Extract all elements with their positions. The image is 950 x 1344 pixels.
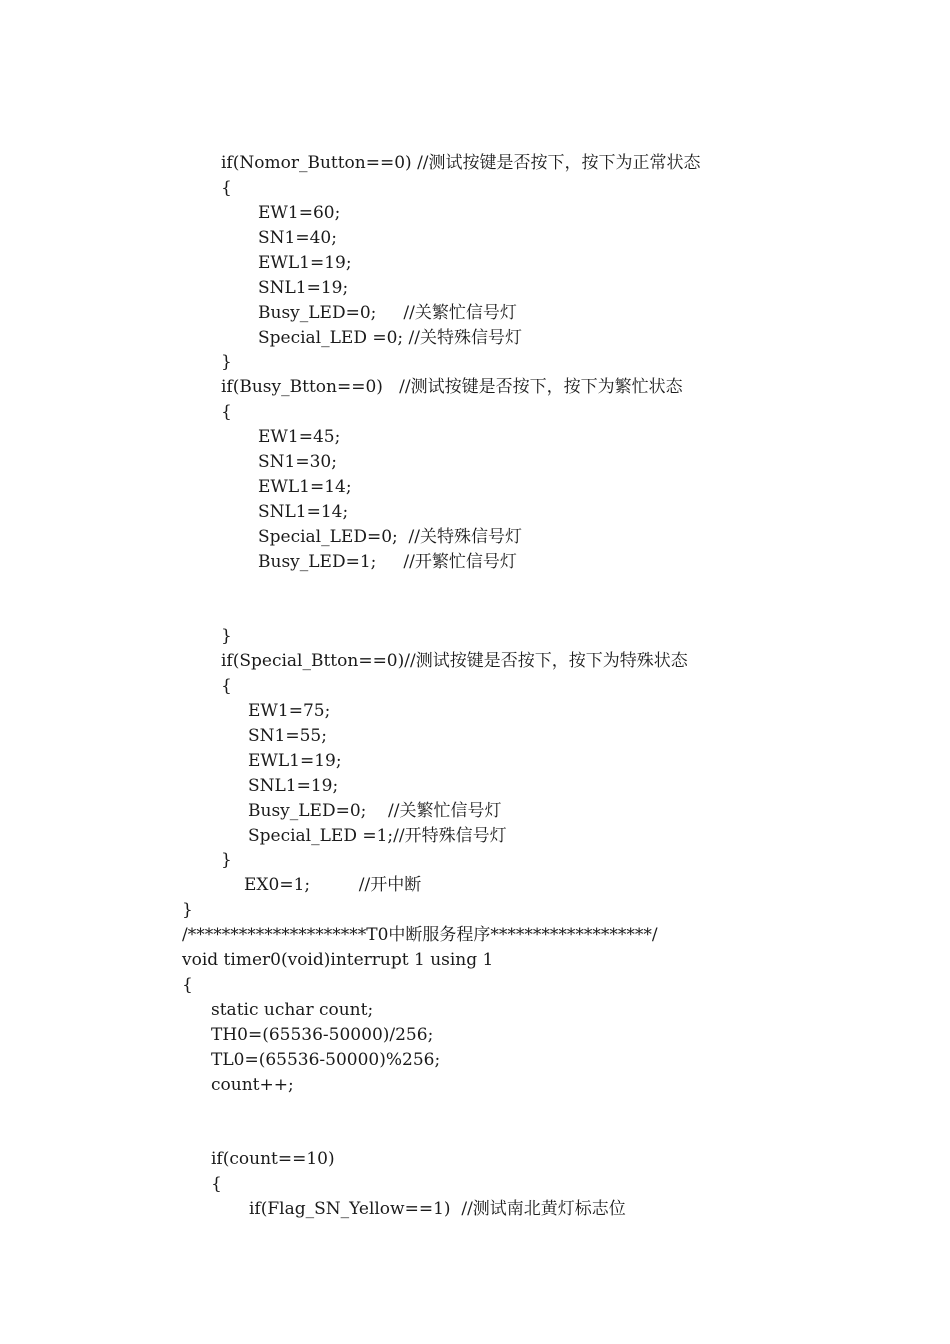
code-line: TH0=(65536-50000)/256; <box>211 1025 434 1045</box>
code-line: SNL1=19; <box>258 278 349 298</box>
code-line: EWL1=19; <box>248 751 342 771</box>
code-line: { <box>211 1174 222 1194</box>
code-line: EX0=1; //开中断 <box>244 875 422 895</box>
code-line: SNL1=19; <box>248 776 339 796</box>
code-line: EW1=60; <box>258 203 341 223</box>
code-line: Special_LED=0; //关特殊信号灯 <box>258 527 522 547</box>
code-line: if(Nomor_Button==0) //测试按键是否按下，按下为正常状态 <box>221 153 701 173</box>
code-line: EWL1=14; <box>258 477 352 497</box>
code-line: } <box>221 850 232 870</box>
code-line: if(Busy_Btton==0) //测试按键是否按下，按下为繁忙状态 <box>221 377 683 397</box>
code-line: void timer0(void)interrupt 1 using 1 <box>182 950 494 970</box>
code-line: Special_LED =0; //关特殊信号灯 <box>258 328 522 348</box>
code-line: SN1=55; <box>248 726 327 746</box>
code-line: { <box>221 676 232 696</box>
code-line: SN1=40; <box>258 228 337 248</box>
code-line: count++; <box>211 1075 294 1095</box>
code-line: Special_LED =1;//开特殊信号灯 <box>248 826 507 846</box>
code-line: EWL1=19; <box>258 253 352 273</box>
code-line: { <box>182 975 193 995</box>
code-line: if(Special_Btton==0)//测试按键是否按下，按下为特殊状态 <box>221 651 688 671</box>
code-line: { <box>221 178 232 198</box>
code-line: { <box>221 402 232 422</box>
code-line: } <box>182 900 193 920</box>
code-line: Busy_LED=0; //关繁忙信号灯 <box>258 303 517 323</box>
code-line: EW1=75; <box>248 701 331 721</box>
code-line: if(Flag_SN_Yellow==1) //测试南北黄灯标志位 <box>249 1199 626 1219</box>
code-line: Busy_LED=0; //关繁忙信号灯 <box>248 801 502 821</box>
code-line: SNL1=14; <box>258 502 349 522</box>
code-line: } <box>221 352 232 372</box>
code-line: static uchar count; <box>211 1000 374 1020</box>
code-line: } <box>221 626 232 646</box>
code-line: TL0=(65536-50000)%256; <box>211 1050 441 1070</box>
code-line: EW1=45; <box>258 427 341 447</box>
code-line: Busy_LED=1; //开繁忙信号灯 <box>258 552 517 572</box>
code-line: if(count==10) <box>211 1149 335 1169</box>
code-line: /*********************T0中断服务程序*******************/ <box>182 925 658 945</box>
code-line: SN1=30; <box>258 452 337 472</box>
